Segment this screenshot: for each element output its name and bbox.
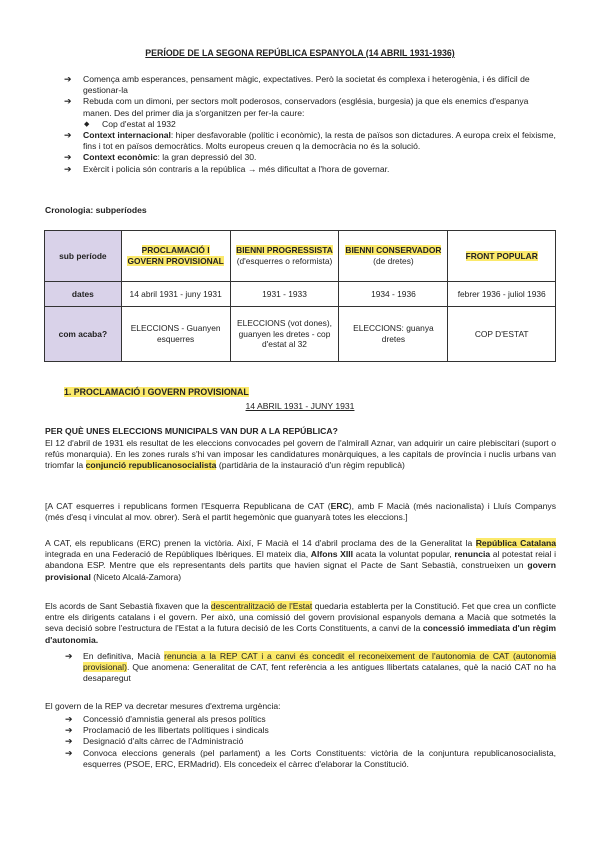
paragraph: Els acords de Sant Sebastià fixaven que la descentralització de l'Estat quedaria establerta per la Constitució. Fet que crea un conflicte entre els dirigents catalans i el govern. Per això, una comissió del govern provisional espanyols demana a Macià que sotmetés la seva decisió sobre l'estructura de l'Estat a la futura decisió de les Corts Constituents, a canvi de la concessió immediata d'un règim d'autonomia. <box>45 601 556 645</box>
table-row <box>45 282 556 307</box>
paragraph: A CAT, els republicans (ERC) prenen la victòria. Així, F Macià el 14 d'abril proclama des de la Generalitat la República Catalana integrada en una Federació de Repúbliques Ibèriques. El mateix dia, Alfons XIII acata la voluntat popular, renuncia al potestat reial i abandona ESP. Mentre que els representants dels partits que havien signat el Pacte de Sant Sebastià, construeixen un govern provisional (Niceto Alcalá-Zamora) <box>45 538 556 582</box>
arrow-icon: ➔ <box>64 130 72 141</box>
arrow-icon: ➔ <box>65 651 73 661</box>
list-item: ➔ En definitiva, Macià renuncia a la REP CAT i a canvi és concedit el reconeixement de l'autonomia de CAT (autonomia provisional). Que anomena: Generalitat de CAT, fent referència a les antigues llibertats catalanes, què la nació CAT no ha desaparegut <box>65 651 557 684</box>
cronologia-label: Cronologia: subperíodes <box>45 205 147 215</box>
table-cell: ELECCIONS - Guanyen esquerres <box>121 307 230 362</box>
table-cell: febrer 1936 - juliol 1936 <box>448 282 556 307</box>
paragraph: [A CAT esquerres i republicans formen l'Esquerra Republicana de CAT (ERC), amb F Macià (més nacionalista) i Lluís Companys (més d'esq i vinculat al mov. obrer). Serà el partit hegemònic que guanyarà totes les eleccions.] <box>45 501 556 523</box>
table-header-cell: BIENNI PROGRESSISTA (d'esquerres o reformista) <box>230 231 339 282</box>
list-item: ➔ Context internacional: hiper desfavorable (polític i econòmic), la resta de països son dictadures. A europa creix el feixisme, fins i tot en països democràtics. Molts europeus creuen q la democràcia no és la solució. <box>64 130 556 152</box>
section-heading: 1. PROCLAMACIÓ I GOVERN PROVISIONAL <box>64 387 249 397</box>
table-cell: 1931 - 1933 <box>230 282 339 307</box>
paragraph: El govern de la REP va decretar mesures d'extrema urgència: <box>45 701 281 711</box>
table-header-cell: FRONT POPULAR <box>448 231 556 282</box>
table-cell: 1934 - 1936 <box>339 282 448 307</box>
arrow-icon: ➔ <box>64 96 72 107</box>
table-row-header: dates <box>45 282 122 307</box>
table-row-header: com acaba? <box>45 307 122 362</box>
arrow-icon: ➔ <box>65 736 73 747</box>
table-cell: ELECCIONS (vot dones), guanyen les dretes - cop d'estat al 32 <box>230 307 339 362</box>
list-item: ➔ Comença amb esperances, pensament màgic, expectatives. Però la societat és complexa i heterogènia, i és difícil de gestionar-la <box>64 74 530 96</box>
table-cell: ELECCIONS: guanya dretes <box>339 307 448 362</box>
table-header-cell: BIENNI CONSERVADOR (de dretes) <box>339 231 448 282</box>
arrow-icon: ➔ <box>65 747 73 758</box>
list-item: ➔ Rebuda com un dimoni, per sectors molt poderosos, conservadors (església, burgesia) ja que els enemics d'espanya manen. Des del primer dia ja s'organitzen per fer-la caure: <box>64 96 529 118</box>
arrow-icon: ➔ <box>65 714 73 724</box>
table-corner: sub període <box>45 231 122 282</box>
arrow-icon: ➔ <box>65 725 73 736</box>
intro-bullets <box>64 74 558 175</box>
section-dates: 14 ABRIL 1931 - JUNY 1931 <box>245 401 355 411</box>
list-item: ➔ Designació d'alts càrrec de l'Administració <box>65 736 244 747</box>
document-title: PERÍODE DE LA SEGONA REPÚBLICA ESPANYOLA (14 ABRIL 1931-1936) <box>145 48 455 58</box>
list-item: ➔ Proclamació de les llibertats polítiques i sindicals <box>65 725 269 736</box>
conclusion-list <box>45 651 556 685</box>
paragraph: El 12 d'abril de 1931 els resultat de les eleccions convocades pel govern de l'almirall Aznar, van adquirir un caire plebiscitari (suport o refús monarquia). En les zones rurals s'hi van imposar les candidatures monàrquiques, a les capitals de província i nuclis urbans van triomfar la conjunció republicanosocialista (partidària de la instauració d'un règim republicà) <box>45 438 556 471</box>
chronology-table <box>44 230 556 362</box>
arrow-icon: ➔ <box>64 74 72 84</box>
table-row <box>45 231 556 282</box>
arrow-icon: ➔ <box>64 163 72 174</box>
list-item: ➔ Context econòmic: la gran depressió del 30. <box>64 152 257 163</box>
table-row <box>45 307 556 362</box>
arrow-icon: ➔ <box>64 152 72 163</box>
list-subitem: ◆ Cop d'estat al 1932 <box>84 118 176 129</box>
table-cell: 14 abril 1931 - juny 1931 <box>121 282 230 307</box>
diamond-bullet-icon: ◆ <box>84 120 90 128</box>
list-item: ➔ Concessió d'amnistia general als presos polítics <box>65 714 266 724</box>
list-item: ➔ Convoca eleccions generals (pel parlament) a les Corts Constituents: victòria de la conjuntura republicanosocialista, esquerres (PSOE, ERC, ERMadrid). Els concedeix el càrrec d'elaborar la Constitució. <box>65 747 556 769</box>
table-header-cell: PROCLAMACIÓ I GOVERN PROVISIONAL <box>121 231 230 282</box>
list-item: ➔ Exèrcit i policia són contraris a la república → més dificultat a l'hora de governar. <box>64 163 390 174</box>
measures-list <box>45 714 556 770</box>
section-question: PER QUÈ UNES ELECCIONS MUNICIPALS VAN DUR A LA REPÚBLICA? <box>45 426 338 436</box>
table-cell: COP D'ESTAT <box>448 307 556 362</box>
